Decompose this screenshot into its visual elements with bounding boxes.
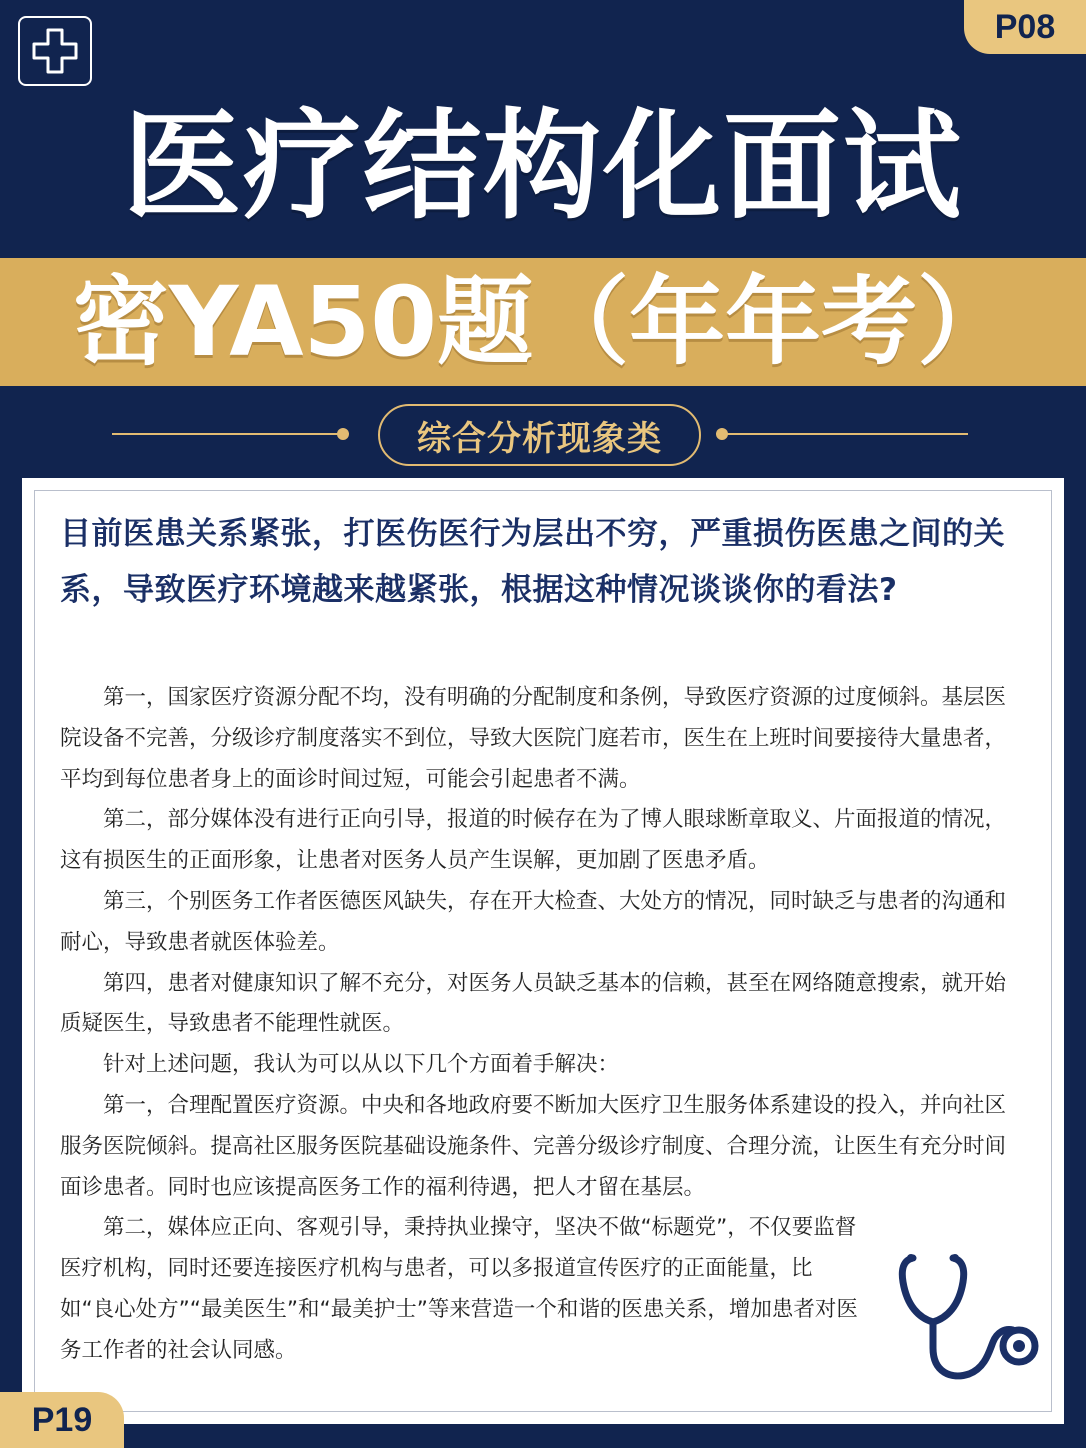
page-tag-top: P08: [964, 0, 1086, 54]
category-badge: 综合分析现象类: [378, 404, 701, 466]
answer-paragraph: 第三，个别医务工作者医德医风缺失，存在开大检查、大处方的情况，同时缺乏与患者的沟通和耐心，导致患者就医体验差。: [60, 888, 1007, 955]
question-heading: 目前医患关系紧张，打医伤医行为层出不穷，严重损伤医患之间的关系，导致医疗环境越来越紧张，根据这种情况谈谈你的看法?: [60, 516, 1005, 608]
answer-paragraph: 第一，国家医疗资源分配不均，没有明确的分配制度和条例，导致医疗资源的过度倾斜。基层医院设备不完善，分级诊疗制度落实不到位，导致大医院门庭若市，医生在上班时间要接待大量患者，平均到每位患者身上的面诊时间过短，可能会引起患者不满。: [60, 685, 1007, 792]
answer-paragraph: 第一，合理配置医疗资源。中央和各地政府要不断加大医疗卫生服务体系建设的投入，并向社区服务医院倾斜。提高社区服务医院基础设施条件、完善分级诊疗制度、合理分流，让医生有充分时间面诊患者。同时也应该提高医务工作的福利待遇，把人才留在基层。: [60, 1092, 1007, 1200]
page-tag-bottom: P19: [0, 1392, 124, 1448]
divider-left: [112, 433, 342, 435]
divider-right: [724, 433, 968, 435]
answer-paragraph: 第四，患者对健康知识了解不充分，对医务人员缺乏基本的信赖，甚至在网络随意搜索，就开始质疑医生，导致患者不能理性就医。: [60, 970, 1007, 1037]
subtitle: 密YA50题（年年考）: [72, 266, 1014, 378]
answer-paragraph: 针对上述问题，我认为可以从以下几个方面着手解决：: [103, 1052, 620, 1078]
main-title: 医疗结构化面试: [122, 97, 963, 235]
medical-cross-icon: [18, 16, 92, 86]
stethoscope-icon: [893, 1248, 1043, 1386]
divider-dot-left: [337, 428, 349, 440]
answer-paragraph: 第二，部分媒体没有进行正向引导，报道的时候存在为了博人眼球断章取义、片面报道的情况，这有损医生的正面形象，让患者对医务人员产生误解，更加剧了医患矛盾。: [60, 807, 1007, 874]
answer-body: [60, 678, 1022, 1372]
answer-paragraph: 第二，媒体应正向、客观引导，秉持执业操守，坚决不做“标题党”，不仅要监督医疗机构，同时还要连接医疗机构与患者，可以多报道宣传医疗的正面能量，比如“良心处方”“最美医生”和“最美护士”等来营造一个和谐的医患关系，增加患者对医务工作者的社会认同感。: [60, 1215, 858, 1363]
